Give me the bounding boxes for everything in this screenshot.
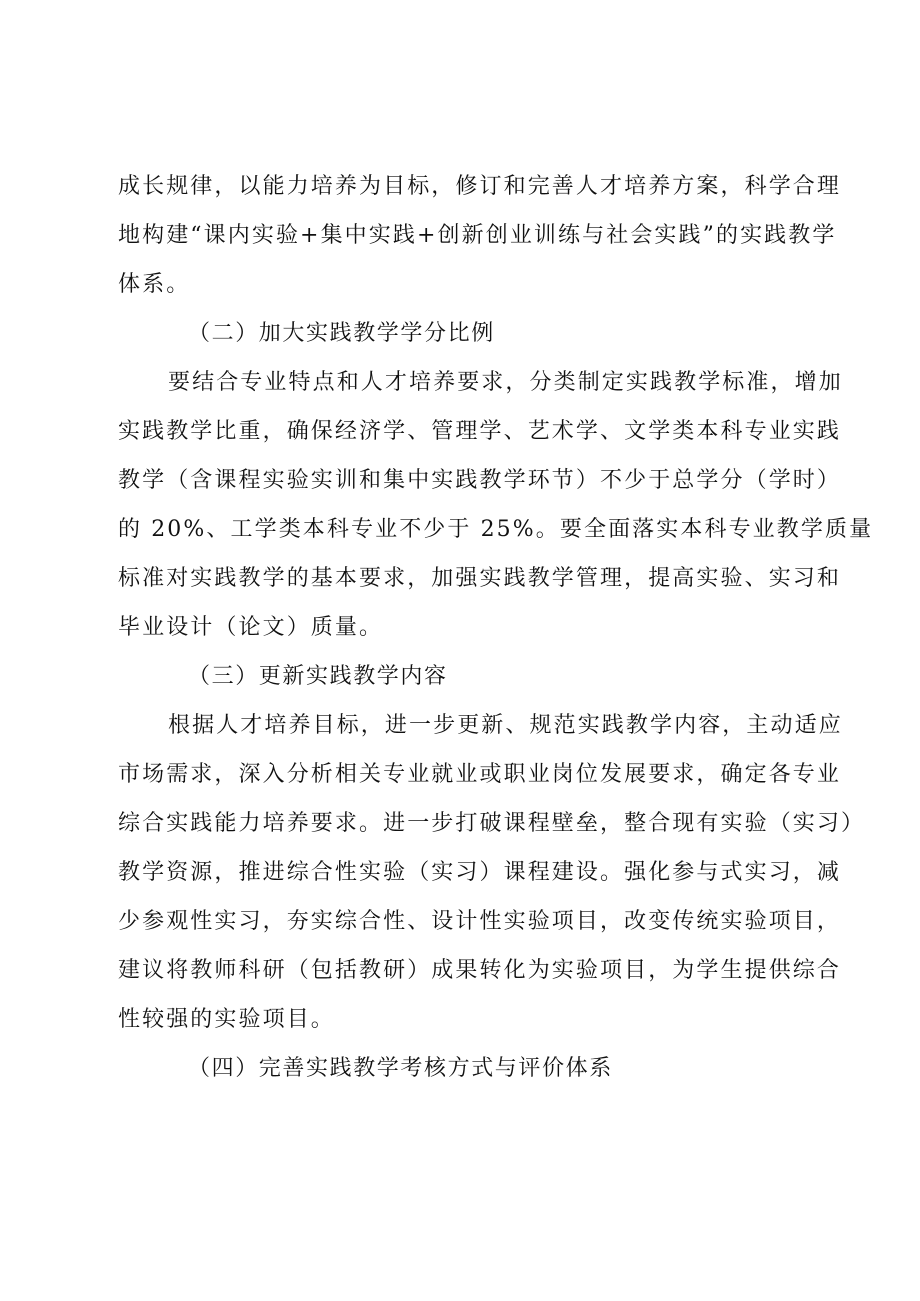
paragraph-2-line-6: 毕业设计（论文）质量。 — [118, 615, 384, 640]
paragraph-3-line-3: 综合实践能力培养要求。进一步打破课程壁垒，整合现有实验（实习） — [118, 811, 866, 836]
paragraph-3-line-2: 市场需求，深入分析相关专业就业或职业岗位发展要求，确定各专业 — [118, 762, 842, 787]
paragraph-2-line-5: 标准对实践教学的基本要求，加强实践教学管理，提高实验、实习和 — [118, 566, 842, 591]
paragraph-1-line-3: 体系。 — [118, 272, 191, 297]
paragraph-2-line-4: 的 20%、工学类本科专业不少于 25%。要全面落实本科专业教学质量 — [118, 517, 874, 542]
paragraph-2-line-3: 教学（含课程实验实训和集中实践教学环节）不少于总学分（学时） — [118, 468, 842, 493]
paragraph-1-line-1: 成长规律，以能力培养为目标，修订和完善人才培养方案，科学合理 — [118, 174, 842, 199]
paragraph-2-line-1: 要结合专业特点和人才培养要求，分类制定实践教学标准，增加 — [168, 370, 843, 395]
paragraph-3-line-6: 建议将教师科研（包括教研）成果转化为实验项目，为学生提供综合 — [118, 958, 842, 983]
paragraph-3-line-1: 根据人才培养目标，进一步更新、规范实践教学内容，主动适应 — [168, 713, 843, 738]
paragraph-3-line-5: 少参观性实习，夯实综合性、设计性实验项目，改变传统实验项目， — [118, 909, 842, 934]
paragraph-2-line-2: 实践教学比重，确保经济学、管理学、艺术学、文学类本科专业实践 — [118, 419, 842, 444]
section-heading-2: （二）加大实践教学学分比例 — [188, 321, 495, 346]
section-heading-4: （四）完善实践教学考核方式与评价体系 — [188, 1056, 613, 1081]
paragraph-3-line-4: 教学资源，推进综合性实验（实习）课程建设。强化参与式实习，减 — [118, 860, 842, 885]
section-heading-3: （三）更新实践教学内容 — [188, 664, 448, 689]
paragraph-3-line-7: 性较强的实验项目。 — [118, 1007, 335, 1032]
paragraph-1-line-2: 地构建“课内实验+集中实践+创新创业训练与社会实践”的实践教学 — [118, 223, 837, 248]
